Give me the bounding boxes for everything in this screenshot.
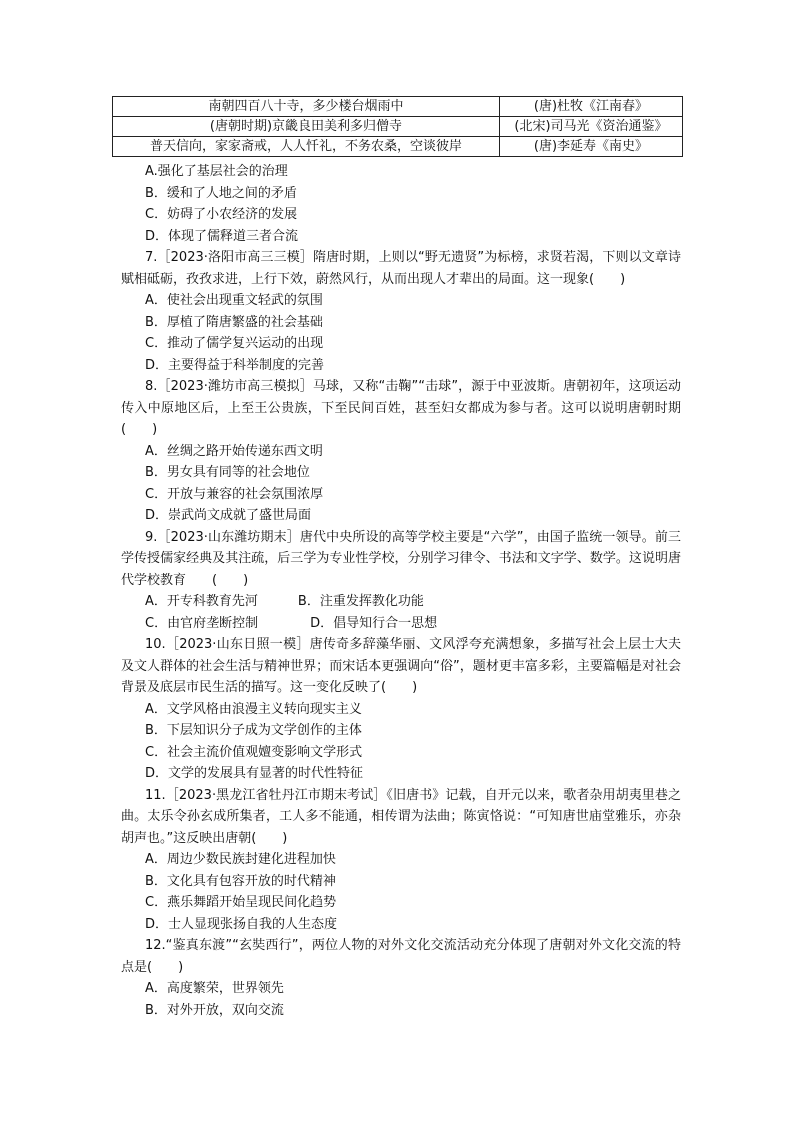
option-a: A．高度繁荣，世界领先 (145, 981, 284, 996)
question-stem: 9.［2023·山东潍坊期末］唐代中央所设的高等学校主要是“六学”，由国子监统一领导。前三学传授儒家经典及其注疏，后三学为专业性学校，分别学习律令、书法和文字学、数学。这说明唐代学校教育 ( ) (121, 529, 681, 588)
option-row (121, 591, 681, 613)
question-10 (121, 634, 681, 785)
option-d: D．体现了儒释道三者合流 (145, 228, 299, 244)
question-stem: 7.［2023·洛阳市高三三模］隋唐时期，上则以“野无遗贤”为标榜，求贤若渴，下则以文章诗赋相砥砺，孜孜求进，上行下效，蔚然风行，从而出现人才辈出的局面。这一现象( ) (121, 250, 681, 287)
table-cell-text: 南朝四百八十寺，多少楼台烟雨中 (113, 97, 500, 117)
option-a: A．使社会出现重文轻武的氛围 (145, 293, 323, 308)
question-8 (121, 376, 681, 527)
option-b: B．缓和了人地之间的矛盾 (145, 185, 297, 201)
question-12 (121, 935, 681, 1021)
option-c: C．燕乐舞蹈开始呈现民间化趋势 (145, 895, 337, 910)
option-c: C．开放与兼容的社会氛围浓厚 (145, 486, 324, 502)
option-a: A．周边少数民族封建化进程加快 (145, 852, 336, 867)
table-row (113, 97, 683, 117)
option-c: C．妨碍了小农经济的发展 (145, 207, 298, 222)
question-9 (121, 527, 681, 635)
question-stem: 10.［2023·山东日照一模］唐传奇多辞藻华丽、文风浮夸充满想象，多描写社会上层士大夫及文人群体的社会生活与精神世界；而宋话本更强调向“俗”，题材更丰富多彩，主要篇幅是对社会背景及底层市民生活的描写。这一变化反映了( ) (121, 637, 681, 695)
option-c: C．由官府垄断控制 (145, 615, 259, 631)
table-cell-source: (唐)李延寿《南史》 (499, 137, 682, 157)
question-list (121, 161, 681, 1021)
option-a: A.强化了基层社会的治理 (145, 164, 288, 179)
option-d: D．文学的发展具有显著的时代性特征 (145, 766, 364, 781)
option-d: D．倡导知行合一思想 (310, 615, 438, 631)
option-b: B．对外开放，双向交流 (145, 1002, 284, 1018)
option-b: B．注重发挥教化功能 (297, 594, 424, 609)
option-b: B．厚植了隋唐繁盛的社会基础 (145, 314, 323, 330)
option-b: B．文化具有包容开放的时代精神 (145, 873, 336, 889)
question-7 (121, 247, 681, 376)
option-c: C．社会主流价值观嬗变影响文学形式 (145, 744, 363, 760)
question-6-options (121, 161, 681, 247)
question-stem: 12.“鉴真东渡”“玄奘西行”，两位人物的对外文化交流活动充分体现了唐朝对外文化交流的特点是( ) (121, 938, 681, 975)
table-cell-text: 普天信向，家家斋戒，人人忏礼，不务农桑，空谈彼岸 (113, 137, 500, 157)
question-stem: 8.［2023·潍坊市高三模拟］马球，又称“击鞠”“击球”，源于中亚波斯。唐朝初年，这项运动传入中原地区后，上至王公贵族，下至民间百姓，甚至妇女都成为参与者。这可以说明唐朝时期( ) (121, 379, 681, 437)
option-a: A．丝绸之路开始传递东西文明 (145, 443, 323, 459)
table-row (113, 117, 683, 137)
question-stem: 11.［2023·黑龙江省牡丹江市期末考试］《旧唐书》记载，自开元以来，歌者杂用胡夷里巷之曲。太乐令孙玄成所集者，工人多不能通，相传谓为法曲；陈寅恪说：“可知唐世庙堂雅乐，亦杂胡声也。”这反映出唐朝( ) (121, 787, 681, 846)
option-c: C．推动了儒学复兴运动的出现 (145, 336, 324, 351)
option-d: D．主要得益于科举制度的完善 (145, 357, 325, 373)
table-cell-source: (唐)杜牧《江南春》 (499, 97, 682, 117)
option-a: A．文学风格由浪漫主义转向现实主义 (145, 701, 362, 717)
option-d: D．士人显现张扬自我的人生态度 (145, 916, 338, 932)
table-row (113, 137, 683, 157)
table-cell-text: (唐朝时期)京畿良田美利多归僧寺 (113, 117, 500, 137)
option-b: B．男女具有同等的社会地位 (145, 465, 310, 480)
question-11 (121, 785, 681, 936)
option-d: D．崇武尚文成就了盛世局面 (145, 508, 312, 523)
option-row (121, 613, 681, 635)
table-cell-source: (北宋)司马光《资治通鉴》 (499, 117, 682, 137)
option-a: A．开专科教育先河 (145, 594, 258, 609)
option-b: B．下层知识分子成为文学创作的主体 (145, 723, 362, 738)
source-table (112, 96, 683, 157)
